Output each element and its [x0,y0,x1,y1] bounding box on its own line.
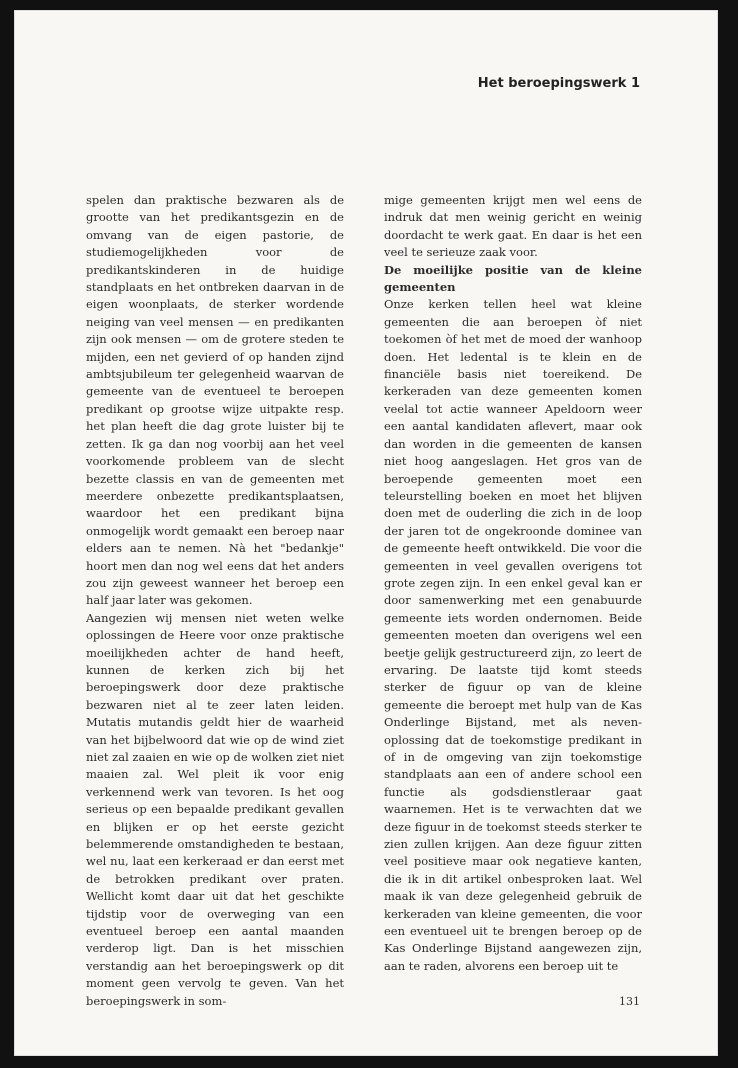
left-column [86,192,344,1010]
paragraph: Aangezien wij mensen niet weten welke oplossingen de Heere voor onze praktische moeilijkheden achter de hand heeft, kunnen de kerken zich bij het beroepingswerk door deze praktische bezwaren niet al te zeer laten leiden. Mutatis mutandis geldt hier de waarheid van het bijbelwoord dat wie op de wind ziet niet zal zaaien en wie op de wolken ziet niet maaien zal. Wel pleit ik voor enig verkennend werk van tevoren. Is het oog serieus op een bepaalde predikant gevallen en blijken er op het eerste gezicht belemmerende omstandigheden te bestaan, wel nu, laat een kerkeraad er dan eerst met de betrokken predikant over praten. Wellicht komt daar uit dat het geschikte tijdstip voor de overweging van een eventueel beroep een aantal maanden verderop ligt. Dan is het misschien verstandig aan het beroepingswerk op dit moment geen vervolg te geven. Van het beroepingswerk in som- [86,610,344,1008]
paragraph: spelen dan praktische bezwaren als de grootte van het predikantsgezin en de omvang van de eigen pastorie, de studiemogelijkheden voor de predikantskinderen in de huidige standplaats en het ontbreken daarvan in de eigen woonplaats, de sterker wordende neiging van veel mensen — en predikanten zijn ook mensen — om de grotere steden te mijden, een net gevierd of op handen zijnd ambtsjubileum ter gelegenheid waarvan de gemeente van de eventueel te beroepen predikant op grootse wijze uitpakte resp. het plan heeft die dag grote luister bij te zetten. Ik ga dan nog voorbij aan het veel voorkomende probleem van de slecht bezette classis en van de gemeenten met meerdere onbezette predikantsplaatsen, waardoor het een predikant bijna onmogelijk wordt gemaakt een beroep naar elders aan te nemen. Nà het "bedankje" hoort men dan nog wel eens dat het anders zou zijn geweest wanneer het beroep een half jaar later was gekomen. [86,193,344,608]
section-heading: De moeilijke positie van de kleine gemeenten [384,262,642,295]
right-column [384,192,642,975]
paragraph: Onze kerken tellen heel wat kleine gemeenten die aan beroepen òf niet toekomen òf het met de moed der wanhoop doen. Het ledental is te klein en de financiële basis niet toereikend. De kerkeraden van deze gemeenten komen veelal tot actie wanneer Apeldoorn weer een aantal kandidaten aflevert, maar ook dan worden in die gemeenten de kansen niet hoog aangeslagen. Het gros van de beroepende gemeenten moet een teleurstelling boeken en moet het blijven doen met de ouderling die zich in de loop der jaren tot de ongekroonde dominee van de gemeente heeft ontwikkeld. Die voor die gemeenten in veel gevallen overigens tot grote zegen zijn. In een enkel geval kan er door samenwerking met een genabuurde gemeente iets worden ondernomen. Beide gemeenten moeten dan overigens wel een beetje gelijk gestructureerd zijn, zo leert de ervaring. De laatste tijd komt steeds sterker de figuur op van de kleine gemeente die beroept met hulp van de Kas Onderlinge Bijstand, met als neven-oplossing dat de toekomstige predikant in of in de omgeving van zijn toekomstige standplaats aan een of andere school een functie als godsdienstleraar gaat waarnemen. Het is te verwachten dat we deze figuur in de toekomst steeds sterker te zien zullen krijgen. Aan deze figuur zitten veel positieve maar ook negatieve kanten, die ik in dit artikel onbesproken laat. Wel maak ik van deze gelegenheid gebruik de kerkeraden van kleine gemeenten, die voor een eventueel uit te brengen beroep op de Kas Onderlinge Bijstand aangewezen zijn, aan te raden, alvorens een beroep uit te [384,297,642,973]
paragraph: mige gemeenten krijgt men wel eens de indruk dat men weinig gericht en weinig doordacht te werk gaat. En daar is het een veel te serieuze zaak voor. [384,193,642,260]
page [14,10,718,1056]
page-number: 131 [619,995,640,1008]
running-header: Het beroepingswerk 1 [477,76,640,91]
